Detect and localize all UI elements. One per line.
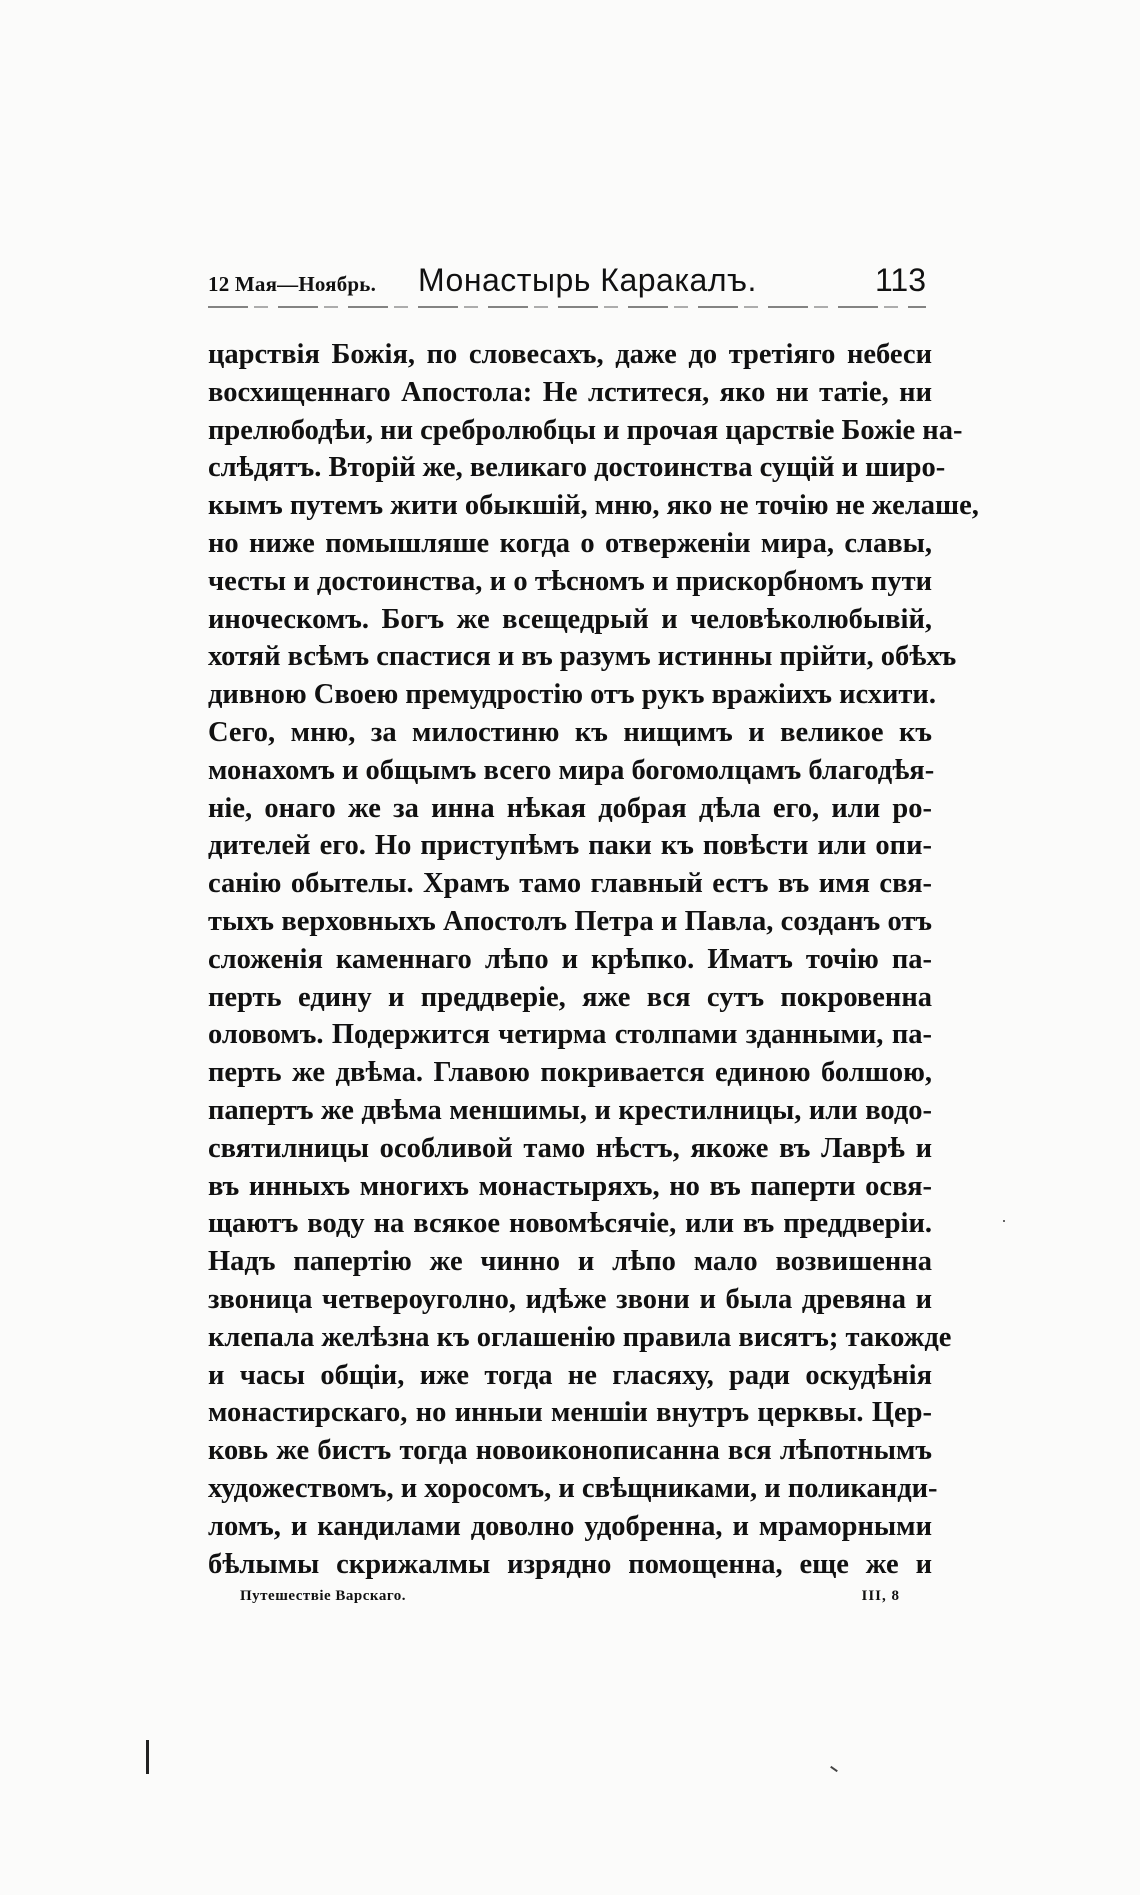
- text-line: хотяй всѣмъ спастися и въ разумъ истинны прійти, обѣхъ: [208, 641, 957, 673]
- text-line: папертъ же двѣма меншимы, и крестилницы, или водо-: [208, 1094, 932, 1126]
- text-line: святилницы особливой тамо нѣстъ, якоже въ Лаврѣ и: [208, 1132, 932, 1164]
- scan-dot: [830, 1766, 838, 1772]
- scan-dot: [1003, 1220, 1005, 1222]
- running-header: [208, 262, 926, 306]
- scan-mark: [146, 1740, 149, 1774]
- text-line: ніе, онаго же за инна нѣкая добрая дѣла его, или ро-: [208, 792, 932, 824]
- text-line: монахомъ и общымъ всего мира богомолцамъ благодѣя-: [208, 754, 935, 786]
- text-line: ломъ, и кандилами доволно удобренна, и мраморными: [208, 1510, 932, 1542]
- text-line: въ инныхъ многихъ монастыряхъ, но въ паперти освя-: [208, 1170, 932, 1202]
- footer-book-title: Путешествіе Варскаго.: [240, 1588, 407, 1604]
- body-text: [208, 336, 979, 1583]
- page-footer: [240, 1588, 900, 1618]
- text-line: оловомъ. Подержится четирма столпами зданными, па-: [208, 1019, 932, 1051]
- text-line: восхищеннаго Апостола: Не лститеся, яко ни татіе, ни: [208, 376, 932, 408]
- text-line: иноческомъ. Богъ же всещедрый и человѣколюбывій,: [208, 603, 932, 635]
- text-line: клепала желѣзна къ оглашенію правила висятъ; такожде: [208, 1321, 952, 1353]
- header-title: Монастырь Каракалъ.: [418, 262, 757, 298]
- text-line: Надъ папертію же чинно и лѣпо мало возвишенна: [208, 1246, 932, 1278]
- footer-signature: III, 8: [861, 1588, 900, 1604]
- text-line: монастирскаго, но инныи меншіи внутръ церквы. Цер-: [208, 1397, 932, 1429]
- text-line: сложенія каменнаго лѣпо и крѣпко. Иматъ точію па-: [208, 943, 932, 975]
- text-line: санію обытелы. Храмъ тамо главный естъ въ имя свя-: [208, 868, 932, 900]
- header-rule: [208, 306, 926, 308]
- text-line: тыхъ верховныхъ Апостолъ Петра и Павла, созданъ отъ: [208, 905, 932, 937]
- text-line: прелюбодѣи, ни сребролюбцы и прочая царствіе Божіе на-: [208, 414, 963, 446]
- text-line: художествомъ, и хоросомъ, и свѣщниками, и поликанди-: [208, 1472, 938, 1504]
- text-line: перть же двѣма. Главою покривается единою болшою,: [208, 1057, 932, 1089]
- text-line: щаютъ воду на всякое новомѣсячіе, или въ преддверіи.: [208, 1208, 932, 1240]
- text-line: бѣлымы скрижалмы изрядно помощенна, еще же и: [208, 1548, 932, 1580]
- text-line: и часы общіи, иже тогда не гласяху, ради оскудѣнія: [208, 1359, 932, 1391]
- text-line: Сего, мню, за милостиню къ нищимъ и великое къ: [208, 716, 932, 748]
- text-line: дивною Своею премудростію отъ рукъ вражіихъ исхити.: [208, 679, 936, 711]
- text-line: честы и достоинства, и о тѣсномъ и прискорбномъ пути: [208, 565, 932, 597]
- text-line: но ниже помышляше когда о отверженіи мира, славы,: [208, 527, 932, 559]
- text-line: перть едину и преддверіе, яже вся сутъ покровенна: [208, 981, 932, 1013]
- text-line: кымъ путемъ жити обыкшій, мню, яко не точію не желаше,: [208, 490, 979, 522]
- text-line: звоница четвероуголно, идѣже звони и была древяна и: [208, 1283, 932, 1315]
- text-line: царствія Божія, по словесахъ, даже до третіяго небеси: [208, 339, 932, 370]
- text-line: дителей его. Но приступѣмъ паки къ повѣсти или опи-: [208, 830, 932, 862]
- header-date-range: 12 Мая—Ноябрь.: [208, 272, 377, 296]
- text-line: ковь же бистъ тогда новоиконописанна вся лѣпотнымъ: [208, 1435, 932, 1467]
- page-number: 113: [874, 262, 926, 298]
- text-line: слѣдятъ. Вторій же, великаго достоинства сущій и широ-: [208, 452, 946, 484]
